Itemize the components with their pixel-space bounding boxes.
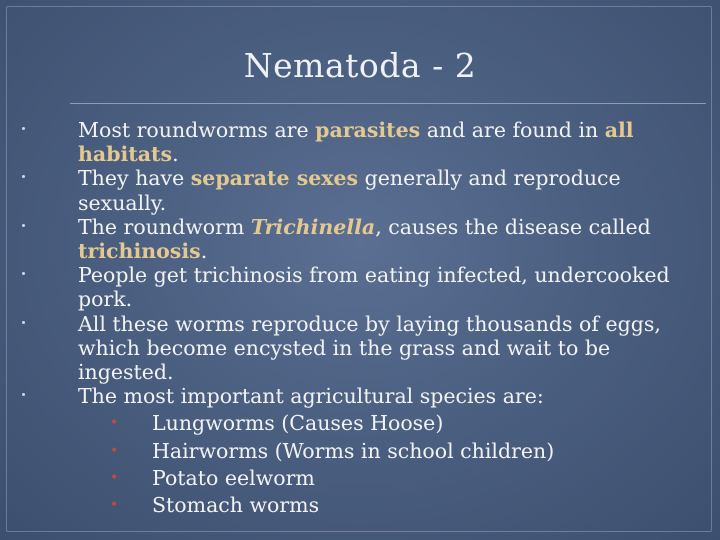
title-divider <box>70 103 706 104</box>
bullet-text: , causes the disease called <box>375 214 651 239</box>
sub-bullet-item <box>78 493 698 517</box>
bullet-text: . <box>172 142 179 167</box>
sub-bullet-marker: • <box>110 415 119 432</box>
bullet-text: The roundworm <box>78 214 251 239</box>
bullet-text: The most important agricultural species are: <box>78 384 544 409</box>
sub-bullet-text: Hairworms (Worms in school children) <box>152 438 555 463</box>
sub-bullet-marker: • <box>110 442 119 459</box>
bullet-item <box>78 166 698 214</box>
bullet-item <box>78 384 698 408</box>
sub-bullet-marker: • <box>110 469 119 486</box>
bullet-text: and are found in <box>420 118 605 142</box>
bullet-text: . <box>200 239 208 264</box>
bullet-text: They have <box>78 166 191 191</box>
bullet-list <box>78 118 698 517</box>
bullet-item <box>78 215 698 263</box>
bullet-text: Most roundworms are <box>78 118 316 142</box>
bullet-text: People get trichinosis from eating infected, undercooked pork. <box>78 263 670 312</box>
sub-bullet-marker: • <box>110 497 119 514</box>
sub-bullet-text: Lungworms (Causes Hoose) <box>152 411 444 436</box>
bullet-marker <box>22 321 25 324</box>
highlight-term: parasites <box>315 118 421 142</box>
highlight-term: all habitats <box>78 118 634 167</box>
bullet-item <box>78 312 698 385</box>
bullet-item <box>78 263 698 311</box>
sub-bullet-item <box>78 411 698 435</box>
bullet-marker <box>22 127 25 130</box>
sub-bullet-item <box>78 466 698 490</box>
highlight-term: Trichinella <box>250 214 376 239</box>
sub-bullet-item <box>78 439 698 463</box>
bullet-marker <box>22 224 25 227</box>
sub-bullet-text: Potato eelworm <box>152 465 315 490</box>
highlight-term: trichinosis <box>78 239 201 264</box>
bullet-item <box>78 118 698 166</box>
bullet-text: generally and reproduce sexually. <box>78 166 621 215</box>
sub-bullet-text: Stomach worms <box>152 493 320 518</box>
slide-title: Nematoda - 2 <box>243 46 477 85</box>
bullet-text: All these worms reproduce by laying thousands of eggs, which become encysted in the grass and wait to be ingested. <box>78 311 661 385</box>
highlight-term: separate sexes <box>190 166 359 191</box>
